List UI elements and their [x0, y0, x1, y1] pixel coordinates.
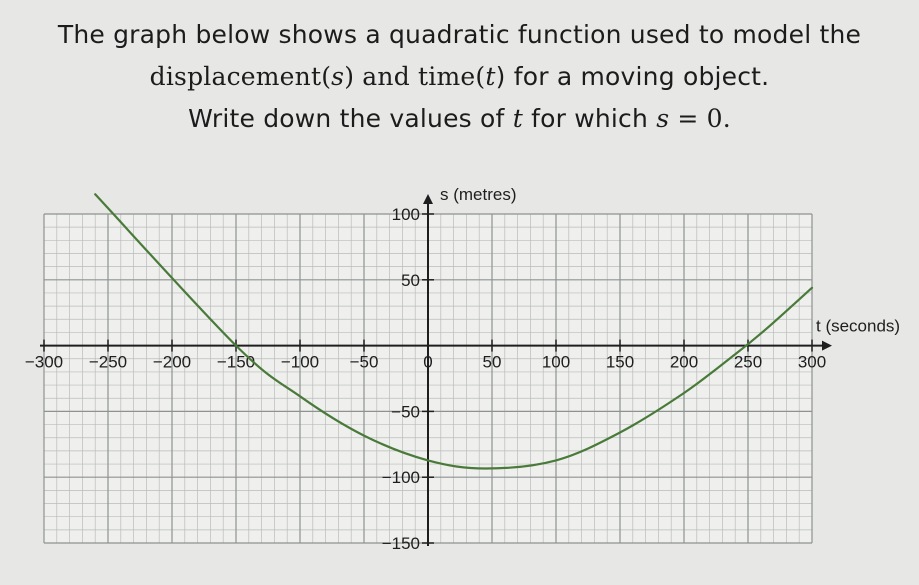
- y-tick-label: −100: [381, 468, 420, 488]
- x-axis-label: t (seconds): [816, 316, 901, 336]
- x-tick-label: −50: [349, 352, 379, 372]
- x-tick-label: −200: [152, 352, 192, 372]
- x-tick-label: 300: [797, 352, 827, 372]
- y-tick-label: −50: [391, 402, 420, 422]
- y-tick-label: 50: [401, 270, 420, 290]
- x-tick-label: −100: [280, 352, 320, 372]
- question-line-2: displacement(s) and time(t) for a moving object.: [149, 62, 770, 91]
- x-tick-label: 200: [669, 352, 699, 372]
- x-tick-label: −300: [24, 352, 64, 372]
- x-tick-label: 150: [605, 352, 635, 372]
- y-axis-label: s (metres): [440, 185, 517, 204]
- x-tick-label: 0: [423, 352, 433, 372]
- question-line-3: Write down the values of t for which s = 0.: [188, 104, 731, 133]
- y-tick-label: −150: [381, 534, 420, 553]
- x-tick-label: 50: [482, 352, 502, 372]
- y-tick-label: 100: [391, 205, 420, 224]
- x-tick-label: 100: [541, 352, 571, 372]
- x-tick-label: −250: [88, 352, 128, 372]
- question-line-1: The graph below shows a quadratic function used to model the: [57, 20, 862, 49]
- x-tick-label: 250: [733, 352, 763, 372]
- y-axis-arrow-icon: [423, 194, 433, 204]
- x-tick-label: −150: [216, 352, 256, 372]
- x-axis-arrow-icon: [822, 341, 832, 351]
